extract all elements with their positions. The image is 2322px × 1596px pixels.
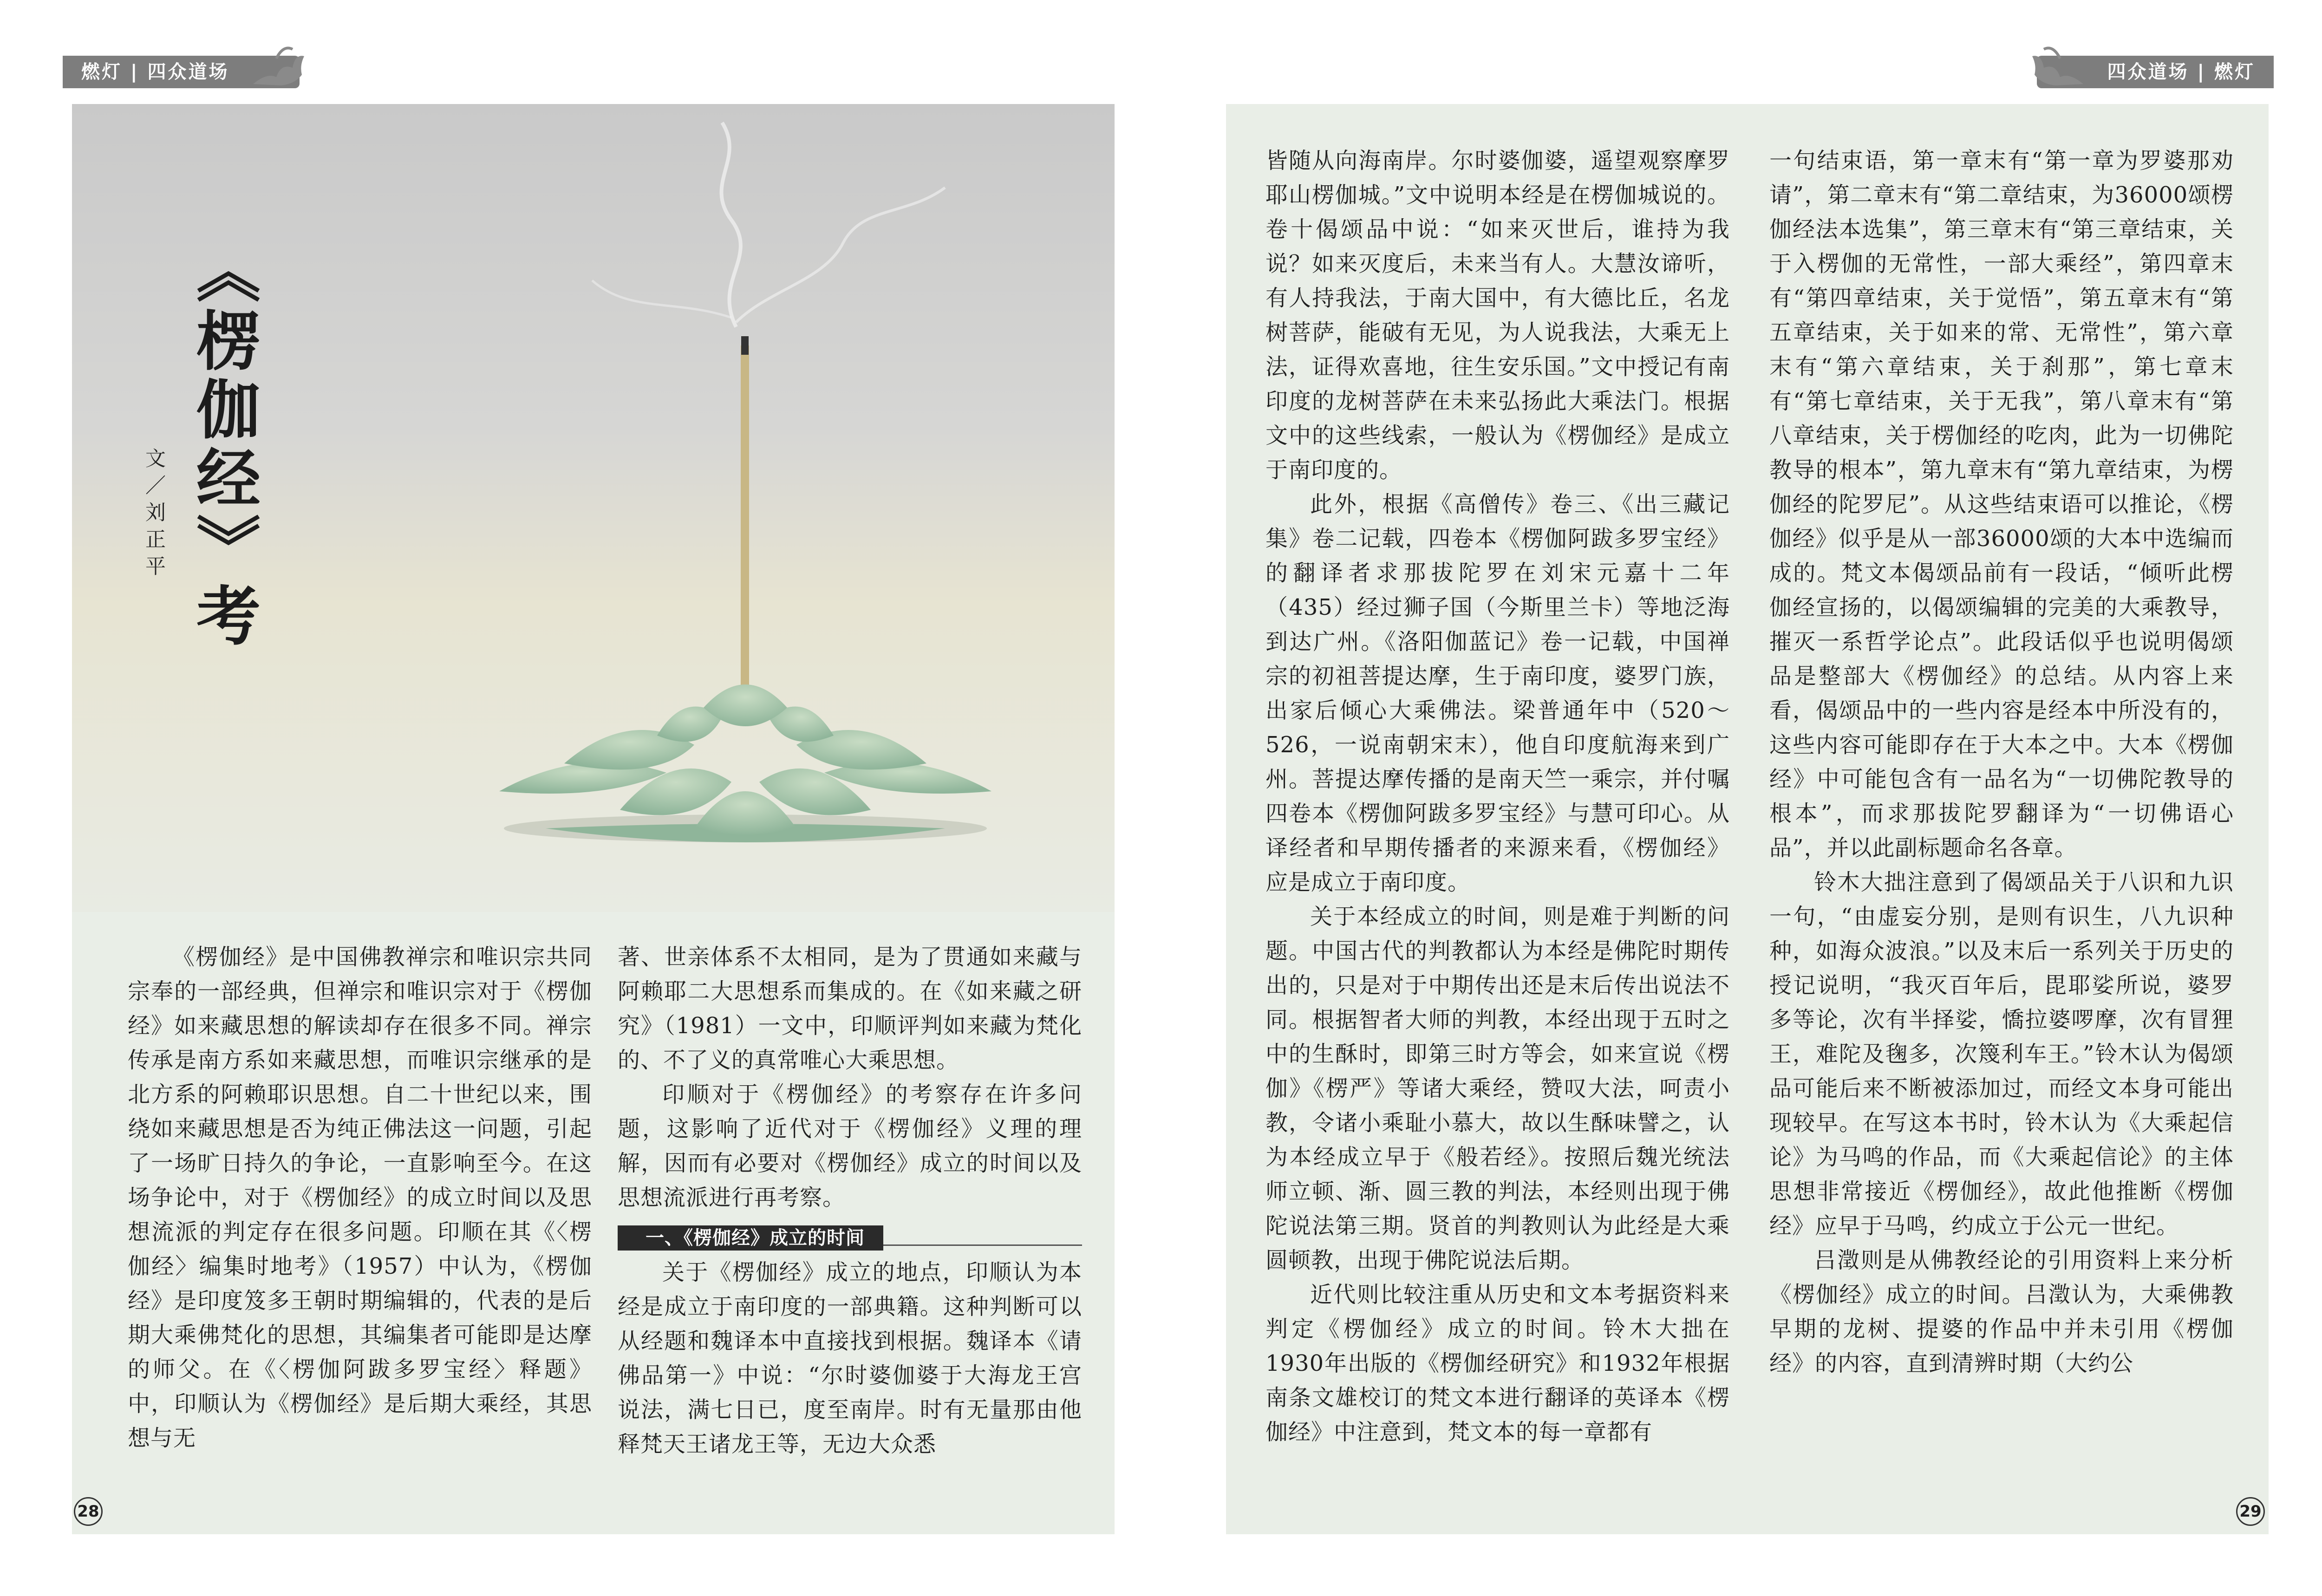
header-label-left: 燃灯 | 四众道场	[81, 61, 229, 83]
paragraph: 《楞伽经》是中国佛教禅宗和唯识宗共同宗奉的一部经典，但禅宗和唯识宗对于《楞伽经》如来藏思想的解读却存在很多不同。禅宗传承是南方系如来藏思想，而唯识宗继承的是北方系的阿赖耶识思想。自二十世纪以来，围绕如来藏思想是否为纯正佛法这一问题，引起了一场旷日持久的争论，一直影响至今。在这场争论中，对于《楞伽经》的成立时间以及思想流派的判定存在很多问题。印顺在其《〈楞伽经〉编集时地考》（1957）中认为，《楞伽经》是印度笈多王朝时期编辑的，代表的是后期大乘佛梵化的思想，其编集者可能即是达摩的师父。在《〈楞伽阿跋多罗宝经〉释题》中，印顺认为《楞伽经》是后期大乘经，其思想与无	[128, 944, 592, 1451]
section-heading-label: 一、《楞伽经》成立的时间	[618, 1225, 883, 1251]
left-column-2	[618, 940, 1082, 1461]
incense-ember	[741, 336, 749, 355]
left-column-1	[128, 940, 592, 1455]
paragraph: 此外，根据《高僧传》卷三、《出三藏记集》卷二记载，四卷本《楞伽阿跋多罗宝经》的翻译者求那拔陀罗在刘宋元嘉十二年（435）经过狮子国（今斯里兰卡）等地泛海到达广州。《洛阳伽蓝记》卷一记载，中国禅宗的初祖菩提达摩，生于南印度，婆罗门族，出家后倾心大乘佛法。梁普通年中（520～526，一说南朝宋末），他自印度航海来到广州。菩提达摩传播的是南天竺一乘宗，并付嘱四卷本《楞伽阿跋多罗宝经》与慧可印心。从译经者和早期传播者的来源来看，《楞伽经》应是成立于南印度。	[1265, 491, 1730, 895]
page-number-right: 29	[2236, 1497, 2265, 1526]
cloud-ornament-icon	[2028, 40, 2088, 91]
page-right	[1226, 104, 2269, 1534]
paragraph: 著、世亲体系不太相同，是为了贯通如来藏与阿赖耶二大思想系而集成的。在《如来藏之研究》（1981）一文中，印顺评判如来藏为梵化的、不了义的真常唯心大乘思想。	[618, 944, 1082, 1073]
paragraph: 铃木大拙注意到了偈颂品关于八识和九识一句，“由虚妄分别，是则有识生，八九识种种，如海众波浪。”以及末后一系列关于历史的授记说明，“我灭百年后，毘耶娑所说，婆罗多等论，次有半择娑，憍拉婆啰摩，次有冒狸王，难陀及毱多，次篾利车王。”铃木认为偈颂品可能后来不断被添加过，而经文本身可能出现较早。在写这本书时，铃木认为《大乘起信论》为马鸣的作品，而《大乘起信论》的主体思想非常接近《楞伽经》，故此他推断《楞伽经》应早于马鸣，约成立于公元一世纪。	[1769, 869, 2234, 1239]
right-column-1	[1265, 143, 1730, 1449]
smoke-wisp	[721, 123, 740, 327]
paragraph: 关于《楞伽经》成立的地点，印顺认为本经是成立于南印度的一部典籍。这种判断可以从经题和魏译本中直接找到根据。魏译本《请佛品第一》中说：“尔时婆伽婆于大海龙王宫说法，满七日已，度至南岸。时有无量那由他释梵天王诸龙王等，无边大众悉	[618, 1259, 1082, 1457]
paragraph: 印顺对于《楞伽经》的考察存在许多问题，这影响了近代对于《楞伽经》义理的理解，因而有必要对《楞伽经》成立的时间以及思想流派进行再考察。	[618, 1081, 1082, 1211]
right-column-2	[1769, 143, 2234, 1381]
paragraph: 关于本经成立的时间，则是难于判断的问题。中国古代的判教都认为本经是佛陀时期传出的，只是对于中期传出还是末后传出说法不同。根据智者大师的判教，本经出现于五时之中的生酥时，即第三时方等会，如来宣说《楞伽》《楞严》等诸大乘经，赞叹大法，呵责小教，令诸小乘耻小慕大，故以生酥味譬之，认为本经成立早于《般若经》。按照后魏光统法师立顿、渐、圆三教的判法，本经则出现于佛陀说法第三期。贤首的判教则认为此经是大乘圆顿教，出现于佛陀说法后期。	[1265, 904, 1730, 1273]
cloud-ornament-icon	[248, 40, 309, 91]
article-title: 《楞伽经》考	[186, 239, 261, 651]
incense-stick	[741, 345, 749, 708]
paragraph: 近代则比较注重从历史和文本考据资料来判定《楞伽经》成立的时间。铃木大拙在1930年出版的《楞伽经研究》和1932年根据南条文雄校订的梵文本进行翻译的英译本《楞伽经》中注意到，梵文本的每一章都有	[1265, 1282, 1730, 1445]
paragraph: 吕澂则是从佛教经论的引用资料上来分析《楞伽经》成立的时间。吕澂认为，大乘佛教早期的龙树、提婆的作品中并未引用《楞伽经》的内容，直到清辨时期（大约公	[1769, 1247, 2234, 1376]
smoke-wisp	[736, 188, 945, 322]
article-byline: 文／刘正平	[142, 448, 165, 582]
paragraph: 一句结束语，第一章末有“第一章为罗婆那劝请”，第二章末有“第二章结束，为36000颂楞伽经法本选集”，第三章末有“第三章结束，关于入楞伽的无常性，一部大乘经”，第四章末有“第四章结束，关于觉悟”，第五章末有“第五章结束，关于如来的常、无常性”，第六章末有“第六章结束，关于刹那”，第七章末有“第七章结束，关于无我”，第八章末有“第八章结束，关于楞伽经的吃肉，此为一切佛陀教导的根本”，第九章末有“第九章结束，为楞伽经的陀罗尼”。从这些结束语可以推论，《楞伽经》似乎是从一部36000颂的大本中选编而成的。梵文本偈颂品前有一段话，“倾听此楞伽经宣扬的，以偈颂编辑的完美的大乘教导，摧灭一系哲学论点”。此段话似乎也说明偈颂品是整部大《楞伽经》的总结。从内容上来看，偈颂品中的一些内容是经本中所没有的，这些内容可能即存在于大本之中。大本《楞伽经》中可能包含有一品名为“一切佛陀教导的根本”，而求那拔陀罗翻译为“一切佛语心品”，并以此副标题命名各章。	[1769, 148, 2234, 861]
paragraph: 皆随从向海南岸。尔时婆伽婆，遥望观察摩罗耶山楞伽城。”文中说明本经是在楞伽城说的。卷十偈颂品中说：“如来灭世后，谁持为我说？如来灭度后，未来当有人。大慧汝谛听，有人持我法，于南大国中，有大德比丘，名龙树菩萨，能破有无见，为人说我法，大乘无上法，证得欢喜地，往生安乐国。”文中授记有南印度的龙树菩萨在未来弘扬此大乘法门。根据文中的这些线索，一般认为《楞伽经》是成立于南印度的。	[1265, 148, 1730, 483]
section-heading	[618, 1219, 1082, 1249]
page-left	[72, 104, 1115, 1534]
header-label-right: 四众道场 | 燃灯	[2107, 61, 2255, 83]
hero-photo	[72, 104, 1115, 912]
smoke-wisp	[592, 280, 731, 318]
page-number-left: 28	[74, 1497, 103, 1526]
